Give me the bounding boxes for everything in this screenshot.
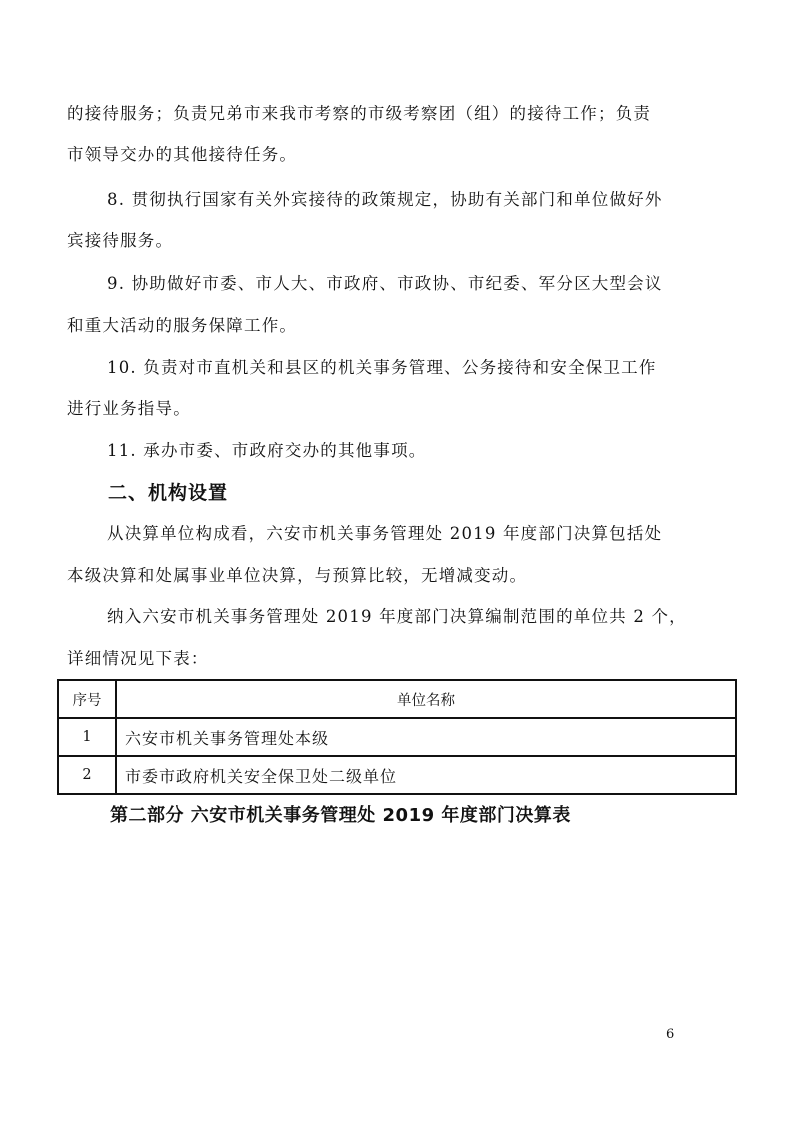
table-row <box>58 756 736 794</box>
row-name: 六安市机关事务管理处本级 <box>116 718 736 756</box>
row-no: 1 <box>58 718 116 756</box>
paragraph-line: 8. 贯彻执行国家有关外宾接待的政策规定，协助有关部门和单位做好外 <box>107 190 663 209</box>
table-row <box>58 718 736 756</box>
paragraph-line: 的接待服务；负责兄弟市来我市考察的市级考察团（组）的接待工作；负责 <box>67 104 652 123</box>
paragraph-line: 详细情况见下表： <box>67 649 209 668</box>
paragraph-line: 本级决算和处属事业单位决算，与预算比较，无增减变动。 <box>67 566 528 585</box>
paragraph-line: 从决算单位构成看，六安市机关事务管理处 2019 年度部门决算包括处 <box>107 524 663 543</box>
paragraph-line: 和重大活动的服务保障工作。 <box>67 316 298 335</box>
paragraph-line: 纳入六安市机关事务管理处 2019 年度部门决算编制范围的单位共 2 个， <box>107 607 687 626</box>
unit-table <box>57 679 737 795</box>
header-name: 单位名称 <box>116 680 736 718</box>
row-name: 市委市政府机关安全保卫处二级单位 <box>116 756 736 794</box>
paragraph-line: 宾接待服务。 <box>67 231 174 250</box>
page-number: 6 <box>666 1027 675 1042</box>
section-heading: 二、机构设置 <box>108 482 229 504</box>
paragraph-line: 11. 承办市委、市政府交办的其他事项。 <box>107 441 427 460</box>
paragraph-line: 10. 负责对市直机关和县区的机关事务管理、公务接待和安全保卫工作 <box>107 358 657 377</box>
row-no: 2 <box>58 756 116 794</box>
paragraph-line: 进行业务指导。 <box>67 399 191 418</box>
table-header-row <box>58 680 736 718</box>
header-no: 序号 <box>58 680 116 718</box>
part-title: 第二部分 六安市机关事务管理处 2019 年度部门决算表 <box>110 805 571 826</box>
paragraph-line: 9. 协助做好市委、市人大、市政府、市政协、市纪委、军分区大型会议 <box>107 274 663 293</box>
paragraph-line: 市领导交办的其他接待任务。 <box>67 145 298 164</box>
